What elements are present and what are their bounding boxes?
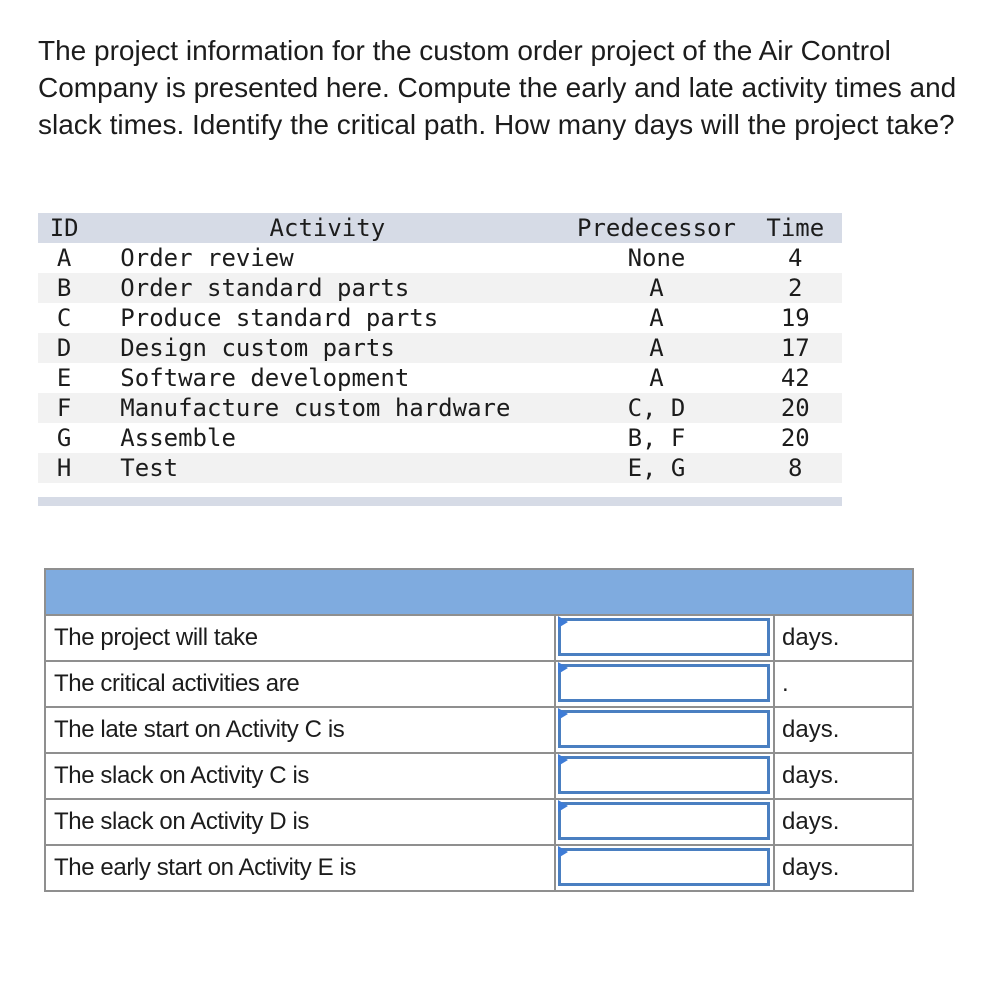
cell-id: F: [56, 394, 72, 422]
input-marker-icon: [558, 708, 568, 720]
answer-row-slack-c: [46, 754, 912, 800]
cell-time: 42: [780, 364, 810, 392]
table-row: [38, 273, 842, 303]
table-row: [38, 423, 842, 453]
column-divider: [554, 616, 556, 660]
cell-time: 2: [788, 274, 803, 302]
column-divider: [554, 800, 556, 844]
table-row: [38, 453, 842, 483]
cell-id: B: [56, 274, 72, 302]
cell-time: 4: [788, 244, 803, 272]
answer-row-early-start-e: [46, 846, 912, 891]
answer-label: The critical activities are: [54, 670, 300, 697]
late-start-c-input[interactable]: [558, 710, 770, 748]
cell-activity: Software development: [120, 364, 410, 392]
cell-predecessor: E, G: [627, 454, 686, 482]
answer-table: [44, 568, 914, 892]
project-duration-input[interactable]: [558, 618, 770, 656]
cell-time: 17: [780, 334, 810, 362]
cell-activity: Design custom parts: [120, 334, 395, 362]
cell-id: H: [56, 454, 72, 482]
answer-unit: .: [782, 670, 789, 697]
column-divider: [773, 616, 775, 660]
column-divider: [773, 662, 775, 706]
cell-time: 19: [780, 304, 810, 332]
column-divider: [554, 754, 556, 798]
answer-unit: days.: [782, 808, 840, 835]
slack-d-input[interactable]: [558, 802, 770, 840]
column-divider: [773, 800, 775, 844]
answer-unit: days.: [782, 624, 840, 651]
input-marker-icon: [558, 846, 568, 858]
answer-row-slack-d: [46, 800, 912, 846]
cell-activity: Order standard parts: [120, 274, 410, 302]
header-id: ID: [49, 214, 79, 242]
column-divider: [554, 846, 556, 891]
answer-label: The slack on Activity C is: [54, 762, 310, 789]
answer-unit: days.: [782, 854, 840, 881]
cell-time: 20: [780, 424, 810, 452]
answer-unit: days.: [782, 716, 840, 743]
input-marker-icon: [558, 662, 568, 674]
table-header-row: [38, 213, 842, 243]
answer-row-critical-activities: [46, 662, 912, 708]
header-predecessor: Predecessor: [577, 214, 736, 242]
critical-activities-input[interactable]: [558, 664, 770, 702]
cell-id: E: [56, 364, 72, 392]
cell-time: 8: [788, 454, 803, 482]
header-time: Time: [766, 214, 825, 242]
cell-activity: Order review: [120, 244, 294, 272]
column-divider: [554, 708, 556, 752]
cell-activity: Test: [120, 454, 179, 482]
project-activity-table: [38, 213, 842, 483]
question-text: The project information for the custom order project of the Air Control Company is presented here. Compute the early and late activity times and slack times. Identify the critical path. How many days will the project take?: [38, 35, 957, 140]
column-divider: [773, 708, 775, 752]
answer-row-late-start-c: [46, 708, 912, 754]
cell-predecessor: A: [649, 364, 664, 392]
cell-id: D: [56, 334, 72, 362]
answer-label: The early start on Activity E is: [54, 854, 356, 881]
table-row: [38, 243, 842, 273]
table-bottom-rule: [38, 497, 842, 506]
cell-activity: Produce standard parts: [120, 304, 439, 332]
table-row: [38, 303, 842, 333]
cell-id: A: [56, 244, 72, 272]
cell-predecessor: A: [649, 274, 664, 302]
column-divider: [773, 846, 775, 891]
early-start-e-input[interactable]: [558, 848, 770, 886]
cell-activity: Assemble: [120, 424, 236, 452]
answer-label: The slack on Activity D is: [54, 808, 310, 835]
answer-row-project-duration: [46, 616, 912, 662]
column-divider: [773, 754, 775, 798]
slack-c-input[interactable]: [558, 756, 770, 794]
cell-predecessor: A: [649, 304, 664, 332]
cell-predecessor: None: [627, 244, 686, 272]
answer-label: The project will take: [54, 624, 258, 651]
cell-activity: Manufacture custom hardware: [120, 394, 511, 422]
input-marker-icon: [558, 616, 568, 628]
cell-time: 20: [780, 394, 810, 422]
table-row: [38, 363, 842, 393]
input-marker-icon: [558, 800, 568, 812]
answer-label: The late start on Activity C is: [54, 716, 345, 743]
header-activity: Activity: [269, 214, 386, 242]
answer-table-header: [46, 570, 912, 616]
column-divider: [554, 662, 556, 706]
cell-id: G: [56, 424, 72, 452]
cell-predecessor: C, D: [627, 394, 686, 422]
table-row: [38, 393, 842, 423]
answer-unit: days.: [782, 762, 840, 789]
input-marker-icon: [558, 754, 568, 766]
cell-id: C: [56, 304, 72, 332]
cell-predecessor: A: [649, 334, 664, 362]
cell-predecessor: B, F: [627, 424, 686, 452]
table-row: [38, 333, 842, 363]
